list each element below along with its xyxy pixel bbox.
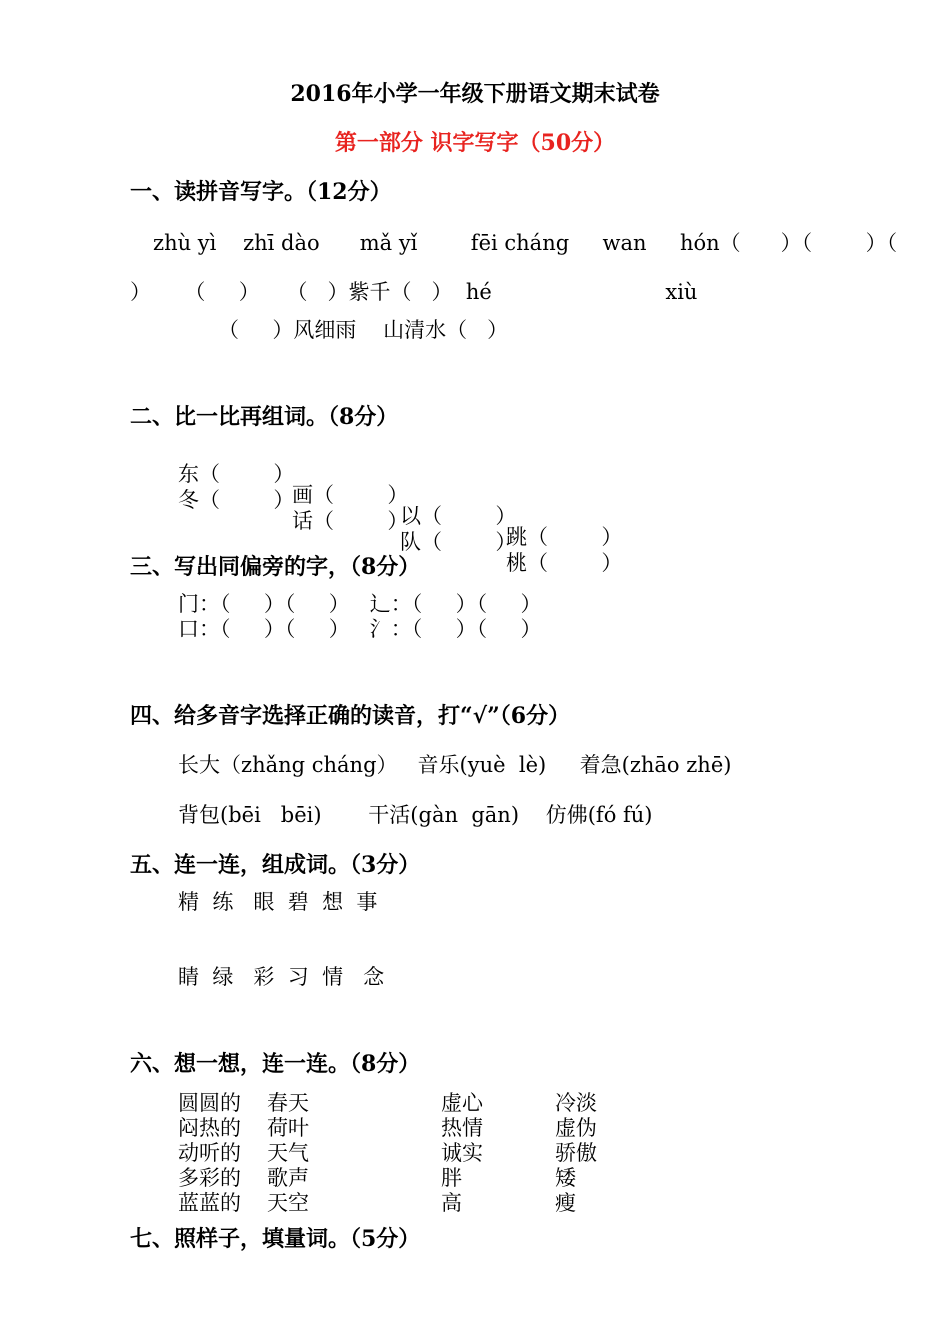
list-item: 春天 <box>267 1091 309 1115</box>
list-item: 胖 <box>441 1166 462 1190</box>
list-item: 瘦 <box>555 1191 576 1215</box>
list-item: 荷叶 <box>267 1116 309 1140</box>
section-1-heading: 一、读拼音写字。（12分） <box>130 179 392 205</box>
list-item: 虚伪 <box>555 1116 597 1140</box>
pinyin-line-3: （ ）风细雨 山清水（ ） <box>218 318 509 342</box>
list-item: 闷热的 <box>178 1116 241 1140</box>
radical-row-2: 口：（ ）（ ） 氵：（ ）（ ） <box>178 617 542 641</box>
list-item: 热情 <box>441 1116 483 1140</box>
connect-row-1: 精 练 眼 碧 想 事 <box>178 890 378 914</box>
list-item: 圆圆的 <box>178 1091 241 1115</box>
compare-item: 队（ ） <box>400 530 517 554</box>
section-6-heading: 六、想一想，连一连。（8分） <box>130 1051 421 1077</box>
pinyin-line-1: zhù yì zhī dào mǎ yǐ fēi cháng wan hón（ ）（ ）（ <box>153 231 898 255</box>
pinyin-line-2: ） （ ） （ ）紫千（ ） hé xiù <box>130 280 698 304</box>
list-item: 冷淡 <box>555 1091 597 1115</box>
compare-item: 桃（ ） <box>506 551 623 575</box>
list-item: 骄傲 <box>555 1141 597 1165</box>
match-column-antonyms <box>555 1091 597 1216</box>
connect-row-2: 睛 绿 彩 习 情 念 <box>178 965 385 989</box>
section-3-heading: 三、写出同偏旁的字，（8分） <box>130 554 421 580</box>
compare-item: 话（ ） <box>292 509 409 533</box>
compare-item: 以（ ） <box>400 504 517 528</box>
match-column-words <box>441 1091 483 1216</box>
exam-title: 2016年小学一年级下册语文期末试卷 <box>290 81 660 107</box>
list-item: 天空 <box>267 1191 309 1215</box>
section-2-heading: 二、比一比再组词。（8分） <box>130 404 399 430</box>
list-item: 矮 <box>555 1166 576 1190</box>
list-item: 歌声 <box>267 1166 309 1190</box>
compare-item: 东（ ） <box>178 462 295 486</box>
radical-row-1: 门：（ ）（ ） 辶：（ ）（ ） <box>178 592 542 616</box>
list-item: 多彩的 <box>178 1166 241 1190</box>
section-4-heading: 四、给多音字选择正确的读音，打“√”（6分） <box>130 703 571 729</box>
list-item: 高 <box>441 1191 462 1215</box>
section-7-heading: 七、照样子，填量词。（5分） <box>130 1226 421 1252</box>
polyphone-line-2: 背包(bēi bēi) 干活(gàn gān) 仿佛(fó fú) <box>178 803 653 827</box>
list-item: 动听的 <box>178 1141 241 1165</box>
match-column-nouns <box>267 1091 309 1216</box>
match-column-adjectives <box>178 1091 241 1216</box>
compare-item: 跳（ ） <box>506 525 623 549</box>
part-one-title: 第一部分 识字写字（50分） <box>334 130 616 156</box>
compare-item: 画（ ） <box>292 483 409 507</box>
list-item: 蓝蓝的 <box>178 1191 241 1215</box>
polyphone-line-1: 长大（zhǎng cháng） 音乐(yuè lè) 着急(zhāo zhē) <box>178 753 732 777</box>
section-5-heading: 五、连一连，组成词。（3分） <box>130 852 421 878</box>
list-item: 诚实 <box>441 1141 483 1165</box>
compare-item: 冬（ ） <box>178 488 295 512</box>
list-item: 虚心 <box>441 1091 483 1115</box>
list-item: 天气 <box>267 1141 309 1165</box>
